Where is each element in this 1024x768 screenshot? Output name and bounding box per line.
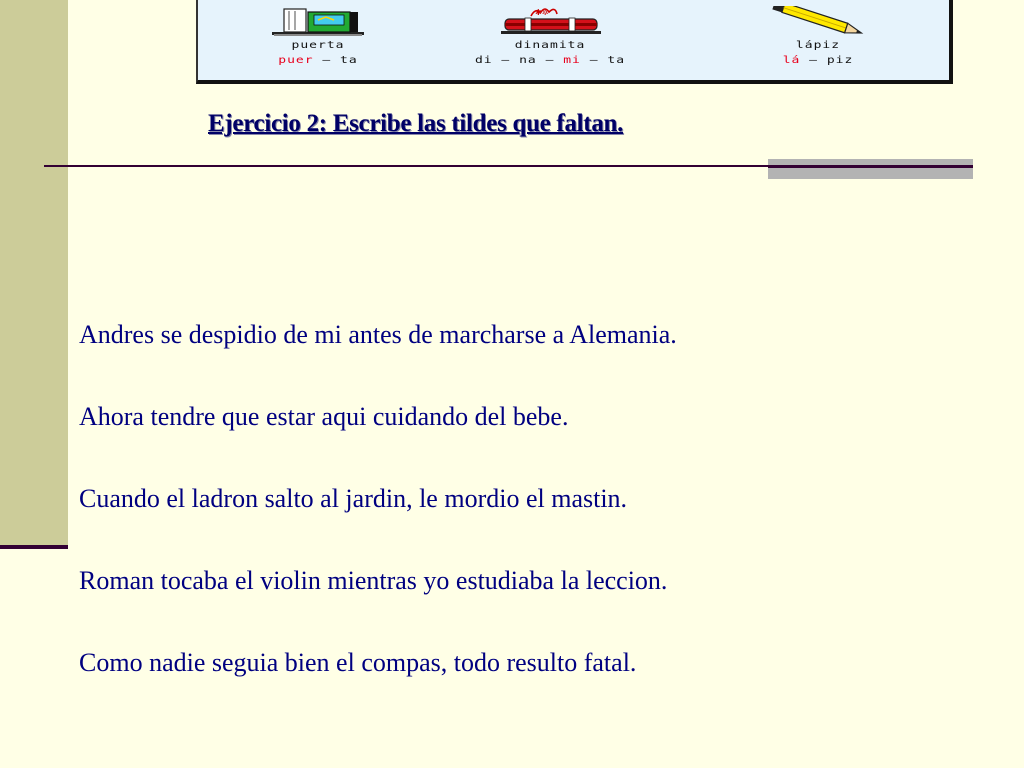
syllable-plain: di – na – bbox=[474, 54, 564, 67]
syllable-plain: – ta bbox=[580, 54, 626, 67]
syllable-breakdown bbox=[718, 55, 918, 66]
exercise-sentence: Ahora tendre que estar aqui cuidando del bebe. bbox=[79, 402, 569, 431]
syllable-plain: – piz bbox=[800, 54, 854, 67]
exercise-sentence: Andres se despidio de mi antes de marcharse a Alemania. bbox=[79, 320, 677, 349]
word-example-lapiz bbox=[718, 6, 918, 68]
word-example-puerta bbox=[218, 6, 418, 68]
syllable-breakdown bbox=[450, 55, 650, 66]
pencil-icon bbox=[763, 6, 873, 36]
exercise-sentence: Cuando el ladron salto al jardin, le mordio el mastin. bbox=[79, 484, 628, 513]
exercise-sentence-list bbox=[79, 316, 677, 726]
word-label: dinamita bbox=[514, 39, 586, 52]
syllable-plain: – ta bbox=[313, 54, 358, 67]
exercise-title: Ejercicio 2: Escribe las tildes que faltan. bbox=[208, 110, 624, 137]
word-example-dinamita bbox=[450, 6, 650, 68]
door-icon bbox=[270, 6, 366, 36]
word-label: lápiz bbox=[795, 39, 841, 52]
syllable-highlighted: lá bbox=[782, 54, 801, 67]
exercise-sentence: Como nadie seguia bien el compas, todo resulto fatal. bbox=[79, 648, 637, 677]
syllable-breakdown bbox=[218, 55, 418, 66]
svg-text:✱✲: ✱✲ bbox=[535, 8, 549, 17]
syllable-example-panel bbox=[196, 0, 953, 84]
syllable-highlighted: mi bbox=[563, 54, 581, 67]
title-divider-gray-bar bbox=[768, 159, 973, 179]
word-label: puerta bbox=[291, 39, 345, 52]
left-decorative-band bbox=[0, 0, 68, 545]
syllable-highlighted: puer bbox=[278, 54, 314, 67]
exercise-sentence: Roman tocaba el violin mientras yo estudiaba la leccion. bbox=[79, 566, 668, 595]
left-accent-line bbox=[0, 545, 68, 549]
dynamite-icon bbox=[495, 6, 605, 36]
